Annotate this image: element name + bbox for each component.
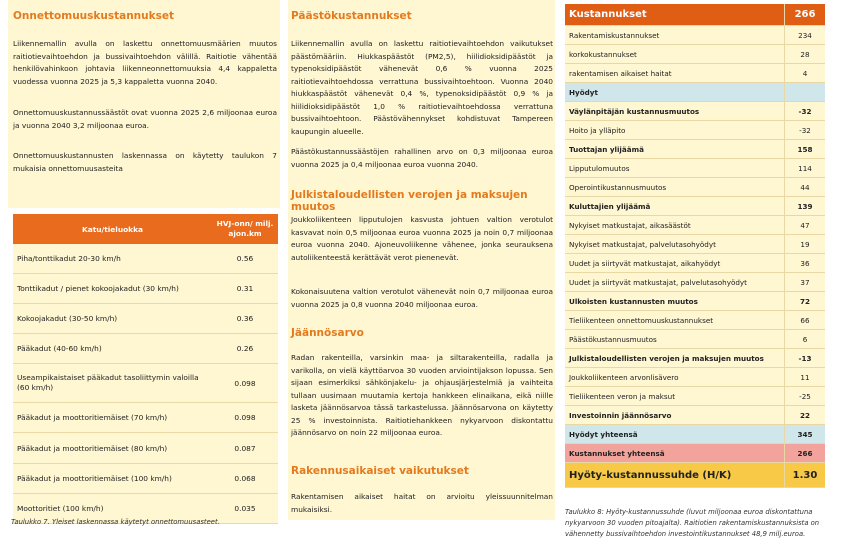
taxes-paragraph-2: Kokonaisuutena valtion verotulot vähenevät noin 0,7 miljoonaa euroa vuonna 2025 ja 0,8 vuonna 2040 miljoonaa euroa. [291, 287, 553, 309]
table-row [565, 235, 825, 254]
accident-rate-cell: 0.098 [212, 364, 278, 403]
table-row [565, 159, 825, 178]
cost-item-label: rakentamisen aikaiset haitat [565, 64, 785, 83]
cost-item-value: 72 [785, 292, 826, 311]
accident-paragraph-2: Onnettomuuskustannussäästöt ovat vuonna 2025 2,6 miljoonaa euroa ja vuonna 2040 3,2 miljoonaa euroa. [13, 108, 277, 130]
cost-item-label: Tieliikenteen onnettomuuskustannukset [565, 311, 785, 330]
cost-item-label: Lipputulomuutos [565, 159, 785, 178]
cost-item-label: Hoito ja ylläpito [565, 121, 785, 140]
road-class-cell: Kokoojakadut (30-50 km/h) [13, 304, 212, 334]
cost-item-label: Nykyiset matkustajat, palvelutasohyödyt [565, 235, 785, 254]
accident-costs-panel [8, 0, 280, 208]
cost-item-value: 47 [785, 216, 826, 235]
table-row [565, 4, 825, 26]
table-row [13, 433, 278, 463]
cost-item-label: Hyödyt yhteensä [565, 425, 785, 444]
table-row [565, 102, 825, 121]
construction-paragraph: Rakentamisen aikaiset haitat on arvioitu yleissuunnitelman mukaisiksi. [291, 492, 553, 514]
accident-rate-cell: 0.068 [212, 463, 278, 493]
road-class-cell: Tonttikadut / pienet kokoojakadut (30 km/h) [13, 274, 212, 304]
table-header-rate: HVJ-onn/ milj. ajon.km [212, 214, 278, 244]
cost-item-value: 234 [785, 26, 826, 45]
table-row [13, 334, 278, 364]
table-row [565, 64, 825, 83]
table-row [565, 45, 825, 64]
cost-item-value: 36 [785, 254, 826, 273]
table-row [565, 387, 825, 406]
table-row [565, 26, 825, 45]
table-row [13, 403, 278, 433]
accident-rate-cell: 0.36 [212, 304, 278, 334]
cost-item-label: Tuottajan ylijäämä [565, 140, 785, 159]
cost-item-value: 139 [785, 197, 826, 216]
residual-paragraph: Radan rakenteilla, varsinkin maa- ja siltarakenteilla, radalla ja varikolla, on vielä käyttöarvoa 30 vuoden arviointijakson lopussa. Sen sijaan esimerkiksi sähkönjakelu- ja ohjausjärjestelmiä ja vaihteita tullaan uusimaan muutamia kertoja hankkeen elinaikana, eikä niille lasketa jäännösarvoa tässä tarkastelussa. Jäännösarvona on käytetty 25 % investoinnista. Raitiotiehankkeen nykyarvoon diskontattu jäännösarvo on noin 22 miljoonaa euroa. [291, 353, 553, 437]
cost-item-value: 19 [785, 235, 826, 254]
cost-item-label: korkokustannukset [565, 45, 785, 64]
table-row [565, 83, 825, 102]
accident-rate-cell: 0.26 [212, 334, 278, 364]
emission-costs-heading: Päästökustannukset [291, 10, 412, 22]
table-row [565, 330, 825, 349]
road-class-cell: Pääkadut ja moottoritiemäiset (70 km/h) [13, 403, 212, 433]
table-7-caption: Taulukko 7. Yleiset laskennassa käytetyt onnettomuusasteet. [11, 518, 220, 526]
table-row [565, 216, 825, 235]
cost-item-value: 114 [785, 159, 826, 178]
table-row [565, 444, 825, 463]
accident-rate-cell: 0.31 [212, 274, 278, 304]
cost-item-label: Operointikustannusmuutos [565, 178, 785, 197]
table-row [565, 292, 825, 311]
table-row [565, 254, 825, 273]
cost-item-label: Rakentamiskustannukset [565, 26, 785, 45]
table-row [565, 368, 825, 387]
accident-rates-table [13, 214, 278, 524]
table-row [13, 274, 278, 304]
table-row [13, 244, 278, 274]
cost-item-value: 44 [785, 178, 826, 197]
table-row [565, 121, 825, 140]
cost-item-value: 22 [785, 406, 826, 425]
emission-paragraph-2: Päästökustannussäästöjen rahallinen arvo on 0,3 miljoonaa euroa vuonna 2025 ja 0,4 miljoonaa euroa vuonna 2040. [291, 147, 553, 169]
cost-item-label: Joukkoliikenteen arvonlisävero [565, 368, 785, 387]
cost-item-label: Ulkoisten kustannusten muutos [565, 292, 785, 311]
cost-item-value: 266 [785, 444, 826, 463]
cost-item-label: Kustannukset [565, 4, 785, 26]
road-class-cell: Pääkadut ja moottoritiemäiset (80 km/h) [13, 433, 212, 463]
residual-value-heading: Jäännösarvo [291, 327, 364, 339]
cost-item-value: 158 [785, 140, 826, 159]
cost-item-value: -13 [785, 349, 826, 368]
table-row [565, 349, 825, 368]
benefit-cost-table [565, 4, 825, 488]
cost-item-label: Tieliikenteen veron ja maksut [565, 387, 785, 406]
cost-item-value: 1.30 [785, 463, 826, 488]
accident-rate-cell: 0.098 [212, 403, 278, 433]
cost-item-label: Nykyiset matkustajat, aikasäästöt [565, 216, 785, 235]
cost-item-value: 37 [785, 273, 826, 292]
cost-item-label: Investoinnin jäännösarvo [565, 406, 785, 425]
taxes-heading: Julkistaloudellisten verojen ja maksujen muutos [291, 189, 528, 213]
taxes-paragraph-1: Joukkoliikenteen lipputulojen kasvusta johtuen valtion verotulot kasvavat noin 0,5 miljoonaa euroa vuonna 2025 ja noin 0,7 miljoonaa euroa vuonna 2040. Ajoneuvoliikenne vähenee, jonka seurauksena autoliikenteestä kerättävät verot pienenevät. [291, 215, 553, 262]
table-header-road-class: Katu/tieluokka [13, 214, 212, 244]
road-class-cell: Piha/tonttikadut 20-30 km/h [13, 244, 212, 274]
cost-item-label: Kuluttajien ylijäämä [565, 197, 785, 216]
accident-paragraph-1: Liikennemallin avulla on laskettu onnettomuusmäärien muutos raitiotievaihtoehdon ja bussivaihtoehdon välillä. Raitiotie vähentää henkilövahinkoon johtavia liikenneonnettomuuksia 4,4 kappaletta vuodessa vuonna 2025 ja 5,3 kappaletta vuonna 2040. [13, 39, 277, 86]
cost-item-value [785, 83, 826, 102]
accident-costs-heading: Onnettomuuskustannukset [13, 10, 175, 22]
cost-item-label: Hyöty-kustannussuhde (H/K) [565, 463, 785, 488]
cost-item-value: -32 [785, 102, 826, 121]
cost-item-value: 266 [785, 4, 826, 26]
cost-item-value: 11 [785, 368, 826, 387]
table-row [565, 140, 825, 159]
accident-rate-cell: 0.087 [212, 433, 278, 463]
cost-item-label: Kustannukset yhteensä [565, 444, 785, 463]
cost-item-label: Julkistaloudellisten verojen ja maksujen muutos [565, 349, 785, 368]
cost-item-value: -25 [785, 387, 826, 406]
cost-item-value: -32 [785, 121, 826, 140]
accident-rate-cell: 0.035 [212, 493, 278, 523]
table-row [565, 463, 825, 488]
cost-item-value: 345 [785, 425, 826, 444]
cost-item-value: 6 [785, 330, 826, 349]
road-class-cell: Pääkadut (40-60 km/h) [13, 334, 212, 364]
table-row [13, 364, 278, 403]
table-row [565, 425, 825, 444]
road-class-cell: Moottoritiet (100 km/h) [13, 493, 212, 523]
cost-item-label: Uudet ja siirtyvät matkustajat, palvelutasohyödyt [565, 273, 785, 292]
cost-item-label: Uudet ja siirtyvät matkustajat, aikahyödyt [565, 254, 785, 273]
cost-item-value: 4 [785, 64, 826, 83]
cost-item-label: Päästökustannusmuutos [565, 330, 785, 349]
table-row [565, 406, 825, 425]
cost-item-value: 66 [785, 311, 826, 330]
emission-paragraph-1: Liikennemallin avulla on laskettu raitiotievaihtoehdon vaikutukset päästömääriin. Hiukkaspäästöt (PM2,5), hiilidioksidipäästöt ja typenoksidipäästöt vähenevät 0,6 % vuonna 2025 raitiotievaihtoehdossa verrattuna bussivaihtoehtoon. Vuonna 2040 hiukkaspäästöt vähenevät 0,4 %, typenoksidipäästöt 0,9 % ja hiilidioksidipäästöt 1,0 % raitiotievaihtoehdossa verrattuna bussivaihtoehtoon. Päästövähennykset kohdistuvat Tampereen kaupungin alueelle. [291, 39, 553, 136]
road-class-cell: Useampikaistaiset pääkadut tasoliittymin valoilla (60 km/h) [13, 364, 212, 403]
table-row [13, 304, 278, 334]
table-row [13, 463, 278, 493]
road-class-cell: Pääkadut ja moottoritiemäiset (100 km/h) [13, 463, 212, 493]
table-row [565, 311, 825, 330]
accident-paragraph-3: Onnettomuuskustannusten laskennassa on käytetty taulukon 7 mukaisia onnettomuusasteita [13, 151, 277, 173]
table-row [565, 197, 825, 216]
cost-item-label: Hyödyt [565, 83, 785, 102]
table-8-caption: Taulukko 8: Hyöty-kustannussuhde (luvut miljoonaa euroa diskontattuna nykyarvoon 30 vuoden pitoajalta). Raitiotien rakentamiskustannuksista on vähennetty bussivaihtoehdon investointikustannukset 48,9 milj.euroa. [565, 508, 820, 538]
cost-item-value: 28 [785, 45, 826, 64]
table-row [565, 178, 825, 197]
cost-item-label: Väylänpitäjän kustannusmuutos [565, 102, 785, 121]
table-row [565, 273, 825, 292]
accident-rate-cell: 0.56 [212, 244, 278, 274]
construction-heading: Rakennusaikaiset vaikutukset [291, 465, 469, 477]
